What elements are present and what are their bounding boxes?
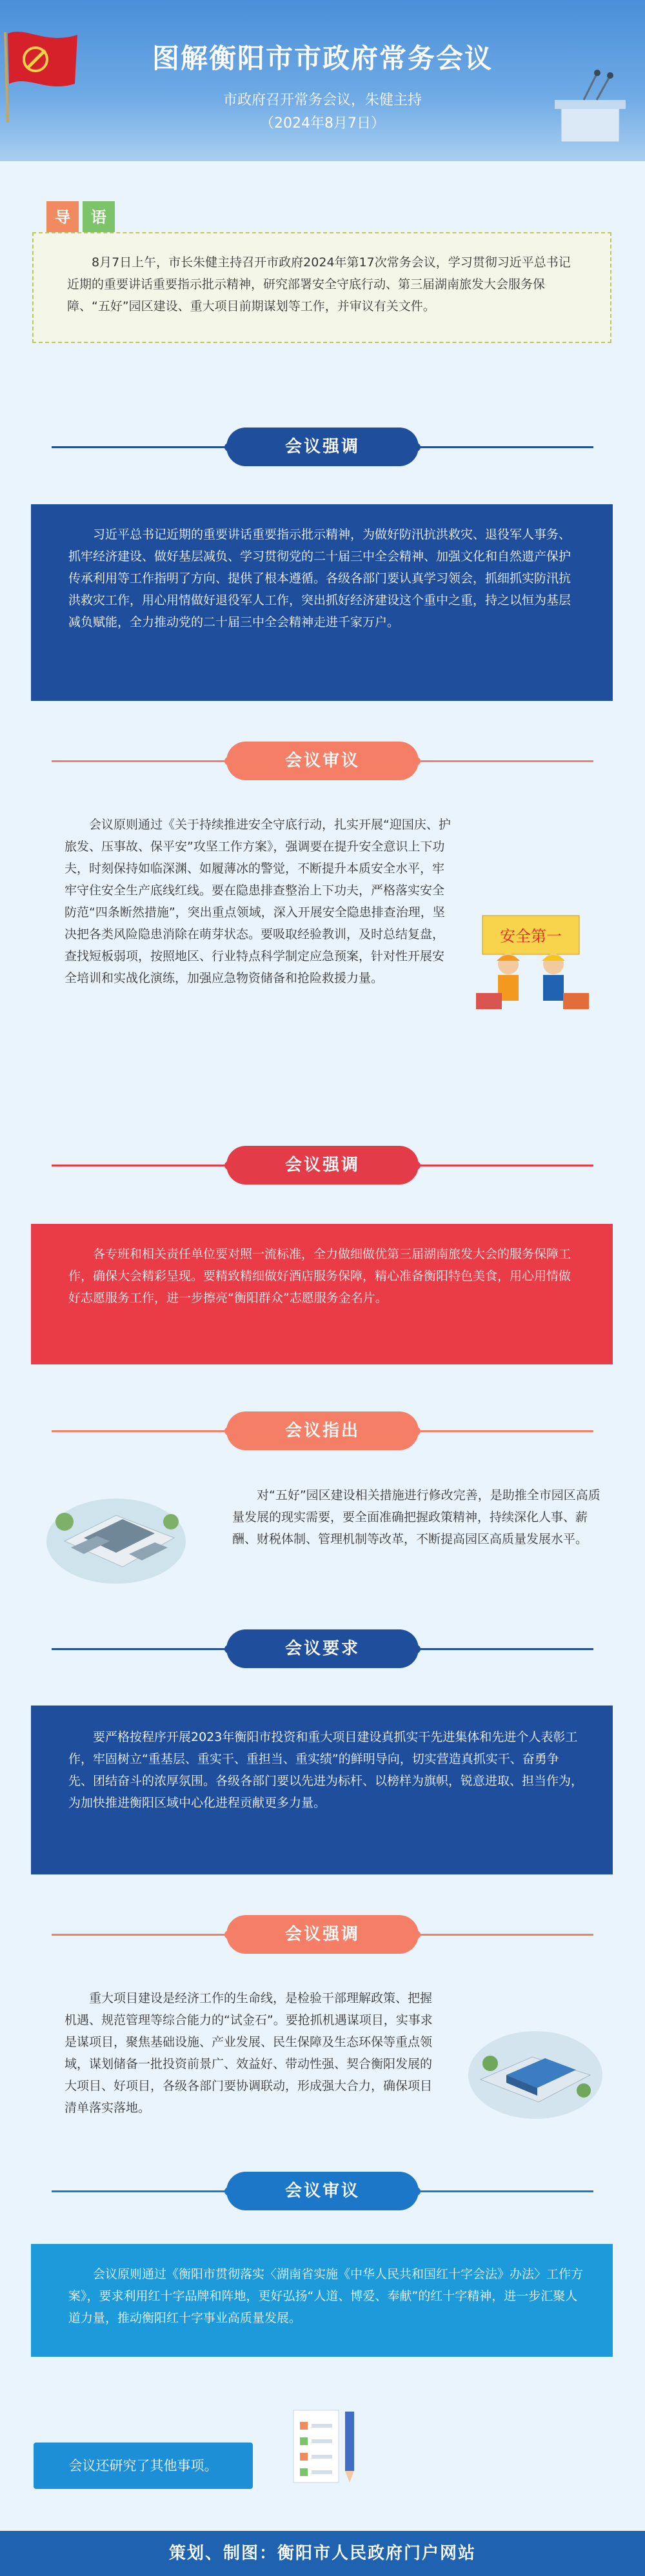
section-2-text: 会议原则通过《关于持续推进安全守底行动，扎实开展“迎国庆、护旅发、压事故、保平安”攻坚工作方案》，强调要在提升安全意识上下功夫，时刻保持如临深渊、如履薄冰的警觉，不断提升本质安全水平，牢牢守住安全生产底线红线。要在隐患排查整治上下功夫，严格落实安全防范“四条断然措施”，突出重点领域，深入开展安全隐患排查治理，坚决把各类风险隐患消除在萌芽状态。要吸取经验教训，及时总结复盘，查找短板弱项，按照地区、行业特点科学制定应急预案，针对性开展安全培训和实战化演练，加强应急物资储备和抢险救援力量。 [64,818,451,985]
section-5-title: 会议要求 [226,1629,419,1668]
section-7-text: 会议原则通过《衡阳市贯彻落实〈湖南省实施《中华人民共和国红十字会法》办法〉工作方案》，要求利用红十字品牌和阵地，更好弘扬“人道、博爱、奉献”的红十字精神，进一步汇聚人道力量，推动衡阳红十字事业高质量发展。 [68,2267,584,2325]
page-title: 图解衡阳市市政府常务会议 [152,43,493,74]
podium-microphone-icon [548,61,632,145]
intro-tag-1: 导 [46,201,79,233]
section-heading-4 [0,1411,645,1450]
intro-text: 8月7日上午，市长朱健主持召开市政府2024年第17次常务会议，学习贯彻习近平总书记近期的重要讲话重要指示批示精神，研究部署安全守底行动、第三届湖南旅发大会服务保障、“五好”园区建设、重大项目前期谋划等工作，并审议有关文件。 [67,255,571,313]
section-heading-5 [0,1629,645,1668]
section-heading-2 [0,742,645,780]
section-4-body [232,1484,610,1550]
section-6-text: 重大项目建设是经济工作的生命线，是检验干部理解政策、把握机遇、规范管理等综合能力的“试金石”。要抢抓机遇谋项目，实事求是谋项目，聚焦基础设施、产业发展、民生保障及生态环保等重点领域，谋划储备一批投资前景广、效益好、带动性强、契合衡阳发展的大项目、好项目，各级各部门要协调联动，形成强大合力，确保项目清单落实落地。 [64,1991,433,2115]
section-heading-1 [0,428,645,466]
safety-workers-illustration [470,896,592,1012]
section-1-title: 会议强调 [226,428,419,466]
section-7-panel [31,2244,613,2357]
section-6-body [64,1987,442,2119]
section-heading-6 [0,1915,645,1954]
section-1-panel [31,504,613,701]
section-3-panel [31,1224,613,1364]
section-heading-3 [0,1146,645,1185]
section-5-text: 要严格按程序开展2023年衡阳市投资和重大项目建设真抓实干先进集体和先进个人表彰工作，牢固树立“重基层、重实干、重担当、重实绩”的鲜明导向，切实营造真抓实干、奋勇争先、团结奋斗的浓厚氛围。各级各部门要以先进为标杆、以榜样为旗帜，锐意进取、担当作为，为加快推进衡阳区域中心化进程贡献更多力量。 [68,1730,584,1810]
section-6-title: 会议强调 [226,1915,419,1954]
safety-sign-text: 安全第一 [500,927,562,945]
footer-credits: 策划、制图：衡阳市人民政府门户网站 [0,2531,645,2576]
section-3-title: 会议强调 [226,1146,419,1185]
intro-label [46,201,119,233]
section-5-panel [31,1706,613,1874]
section-1-text: 习近平总书记近期的重要讲话重要指示批示精神，为做好防汛抗洪救灾、退役军人事务、抓牢经济建设、做好基层减负、学习贯彻党的二十届三中全会精神、加强文化和自然遗产保护传承利用等工作指明了方向、提供了根本遵循。各级各部门要认真学习领会，抓细抓实防汛抗洪救灾工作，用心用情做好退役军人工作，突出抓好经济建设这个重中之重，持之以恒为基层减负赋能，全力推动党的二十届三中全会精神走进千家万户。 [68,527,571,629]
industrial-park-illustration [45,1477,187,1586]
section-2-body [64,814,452,989]
section-4-text: 对“五好”园区建设相关措施进行修改完善，是助推全市园区高质量发展的现实需要，要全面准确把握政策精神，持续深化人事、薪酬、财税体制、管理机制等改革，不断提高园区高质量发展水平。 [232,1488,600,1546]
section-4-title: 会议指出 [226,1411,419,1450]
section-7-title: 会议审议 [226,2172,419,2210]
section-heading-7 [0,2172,645,2210]
section-3-text: 各专班和相关责任单位要对照一流标准，全力做细做优第三届湖南旅发大会的服务保障工作，确保大会精彩呈现。要精致精细做好酒店服务保障，精心准备衡阳特色美食，用心用情做好志愿服务工作，进一步擦亮“衡阳群众”志愿服务金名片。 [68,1247,571,1305]
page-subtitle: 市政府召开常务会议，朱健主持 [223,92,422,108]
intro-box [32,232,611,343]
header-banner [0,0,645,161]
page-date: （2024年8月7日） [260,115,385,132]
checklist-pencil-icon [287,2399,364,2495]
intro-tag-2: 语 [83,201,115,233]
construction-site-illustration [468,2018,603,2121]
section-2-title: 会议审议 [226,742,419,780]
other-matters-note: 会议还研究了其他事项。 [34,2443,253,2489]
